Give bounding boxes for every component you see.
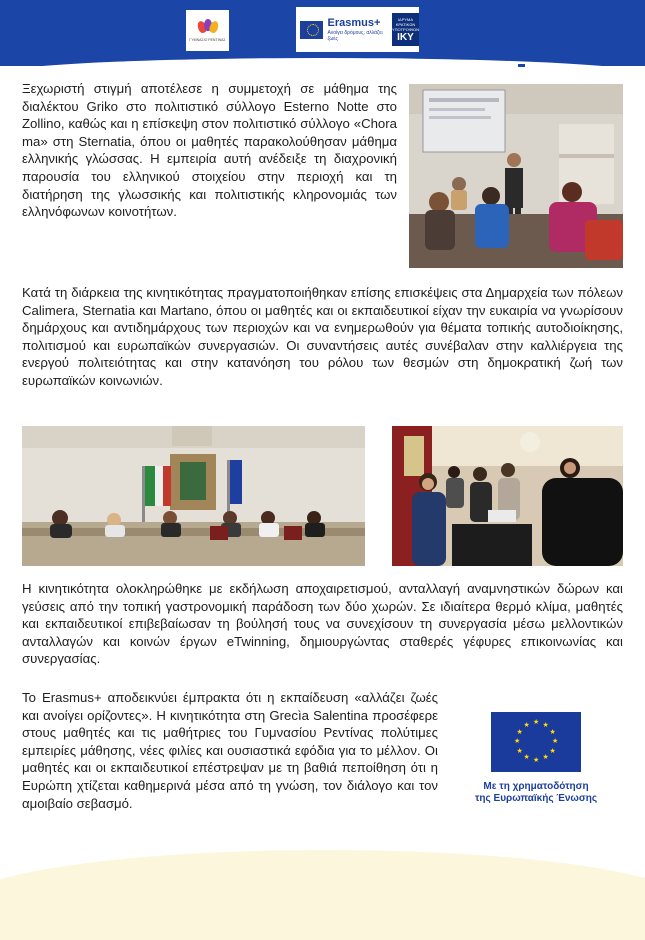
- eu-funding-caption-line1: Με τη χρηματοδότηση: [483, 781, 589, 792]
- photo-town-hall-council: [22, 426, 365, 566]
- eu-funding-caption: [475, 781, 597, 805]
- eu-flag-star: ★: [549, 747, 556, 755]
- eu-flag-star: ★: [542, 721, 549, 729]
- photo-meeting-officials: [392, 426, 623, 566]
- eu-flag-star: ★: [516, 747, 523, 755]
- iky-label: IKY: [397, 32, 414, 43]
- eu-flag-star: ★: [533, 719, 540, 726]
- eu-flag-star: ★: [552, 738, 559, 745]
- iky-logo: [392, 13, 419, 46]
- iky-caption: ΙΔΡΥΜΑ ΚΡΑΤΙΚΩΝ ΥΠΟΤΡΟΦΙΩΝ: [391, 17, 419, 32]
- paragraph-farewell-event: Η κινητικότητα ολοκληρώθηκε με εκδήλωση αποχαιρετισμού, ανταλλαγή αναμνηστικών δώρων και γεύσεις από την τοπική γαστρονομική παράδοση των δύο χωρών. Σε ιδιαίτερα θερμό κλίμα, μαθητές και εκπαιδευτικοί επιβεβαίωσαν τη βούλησή τους να συνεχίσουν τη συνεργασία μέσω μελλοντικών ανταλλαγών και κοινών έργων eTwinning, δημιουργώντας σταθερές γέφυρες επικοινωνίας και συνεργασίας.: [22, 581, 623, 667]
- eu-funding-badge: [466, 712, 606, 812]
- eu-flag-star: ★: [514, 738, 521, 745]
- eu-flag-star: ★: [542, 754, 549, 762]
- header-accent-mark: [518, 64, 525, 67]
- erasmus-tagline: Ανοίγει δρόμους, αλλάζει ζωές: [327, 30, 383, 42]
- paragraph-town-hall-visits: Κατά τη διάρκεια της κινητικότητας πραγματοποιήθηκαν επίσης επισκέψεις στα Δημαρχεία των πόλεων Calimera, Sternatia και Martano, όπου οι μαθητές και οι εκπαιδευτικοί είχαν την ευκαιρία να γνωρίσουν δημάρχους και αντιδημάρχους των περιοχών και να ενημερωθούν για θέματα τοπικής αυτοδιοίκησης, πολιτισμού και ευρωπαϊκών συνεργασιών. Οι συναντήσεις αυτές συνέβαλαν στην καλλιέργεια της ενεργού πολιτειότητας και στην κατανόηση του ρόλου των θεσμών στη δημοκρατική ζωή των ευρωπαϊκών κοινωνιών.: [22, 285, 623, 388]
- eu-flag-star: ★: [549, 728, 556, 736]
- paragraph-griko-lesson: Ξεχωριστή στιγμή αποτέλεσε η συμμετοχή σε μάθημα της διαλέκτου Griko στο πολιτιστικό σύλλογο Esterno Notte στο Zollino, καθώς και η επίσκεψη στον πολιτιστικό σύλλογο «Chora ma» στη Sternatia, όπου οι μαθητές παρακολούθησαν μάθημα ελληνικής γλώσσας. Η εμπειρία αυτή ανέδειξε τη διαχρονική παρουσία του ελληνικού στοιχείου στην περιοχή και τη διατήρηση της γλωσσικής και πολιτιστικής κληρονομιάς των ελληνόφωνων κοινοτήτων.: [22, 81, 397, 220]
- paragraph-erasmus-conclusion: Το Erasmus+ αποδεικνύει έμπρακτα ότι η εκπαίδευση «αλλάζει ζωές και ανοίγει ορίζοντες». Η κινητικότητα στη Grecìa Salentina προσέφερε στους μαθητές και τις μαθήτριες του Γυμνασίου Ρεντίνας πολύτιμες εμπειρίες μάθησης, νέες φιλίες και ουσιαστικά εφόδια για το μέλλον. Οι μαθητές και οι εκπαιδευτικοί επέστρεψαν με τη βαθιά πεποίθηση ότι η Ευρώπη χτίζεται καθημερινά μέσα από τη γνώση, τον διάλογο και τον αμοιβαίο σεβασμό.: [22, 690, 438, 811]
- eu-flag-star: ★: [523, 754, 530, 762]
- eu-flag-icon: [491, 712, 581, 772]
- eu-flag-star: ★: [523, 721, 530, 729]
- erasmus-name: Erasmus+: [327, 17, 381, 29]
- eu-flag-star: ★: [516, 728, 523, 736]
- school-logo: [186, 10, 229, 51]
- school-logo-caption: ΓΥΜΝΑΣΙΟ ΡΕΝΤΙΝΑΣ: [189, 38, 226, 42]
- school-logo-icon: [198, 19, 218, 35]
- eu-funding-caption-line2: της Ευρωπαϊκής Ένωσης: [474, 793, 598, 804]
- eu-flag-star: ★: [533, 757, 540, 764]
- eu-flag-icon: [300, 21, 323, 39]
- photo-language-lesson: [409, 84, 623, 268]
- erasmus-logo: [296, 7, 419, 52]
- footer-wave-decoration: [0, 850, 645, 940]
